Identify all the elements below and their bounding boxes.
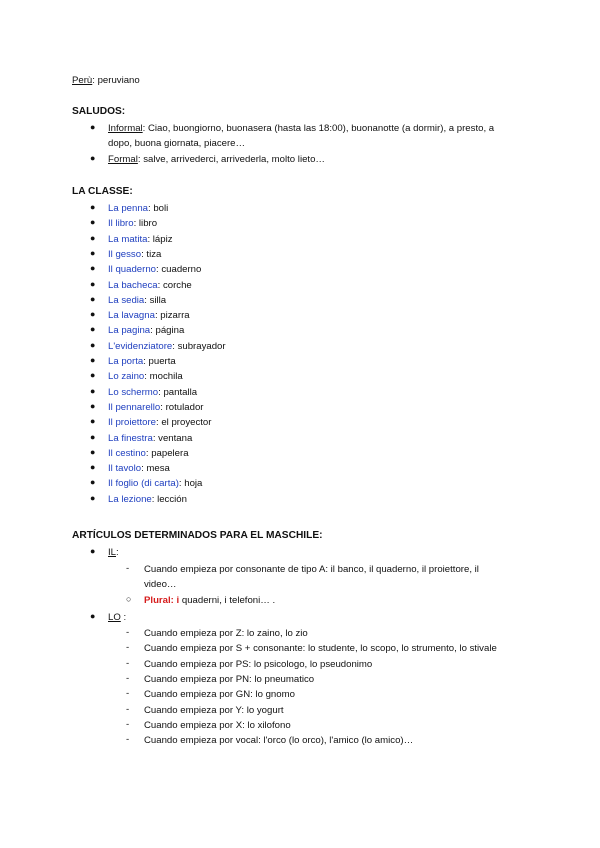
dash-icon: - [126, 658, 130, 669]
intro-country: Perù [72, 75, 93, 86]
classe-item [108, 447, 189, 460]
classe-item-spanish: : el proyector [156, 417, 212, 428]
classe-item-italian: Il gesso [108, 249, 142, 260]
bullet-icon: ● [90, 416, 96, 426]
saludos-informal-line1 [108, 122, 494, 135]
classe-item-italian: Il quaderno [108, 264, 157, 275]
bullet-icon: ● [90, 546, 96, 556]
bullet-icon: ● [90, 217, 96, 227]
dash-icon: - [126, 642, 130, 653]
classe-heading: LA CLASSE: [72, 186, 133, 197]
classe-item-italian: La finestra [108, 433, 153, 444]
classe-item-spanish: : libro [133, 218, 158, 229]
dash-icon: - [126, 688, 130, 699]
bullet-icon: ● [90, 122, 96, 132]
classe-item [108, 202, 168, 215]
classe-item [108, 477, 202, 490]
bullet-icon: ● [90, 493, 96, 503]
classe-item-italian: Il libro [108, 218, 134, 229]
classe-item-spanish: : hoja [178, 478, 203, 489]
bullet-icon: ● [90, 432, 96, 442]
lo-line [108, 611, 126, 624]
dash-icon: - [126, 734, 130, 745]
classe-item-spanish: : mesa [141, 463, 170, 474]
bullet-icon: ● [90, 279, 96, 289]
il-rule-line2: video… [144, 579, 177, 590]
classe-item-italian: L'evidenziatore [108, 341, 173, 352]
classe-item-italian: Il cestino [108, 448, 146, 459]
saludos-heading: SALUDOS: [72, 106, 126, 117]
classe-item-italian: La sedia [108, 295, 145, 306]
classe-item-italian: Lo schermo [108, 387, 159, 398]
bullet-icon: ● [90, 386, 96, 396]
classe-item-italian: Il pennarello [108, 402, 161, 413]
classe-item [108, 294, 166, 307]
bullet-icon: ● [90, 370, 96, 380]
informal-label: Informal [108, 123, 143, 134]
classe-item [108, 355, 176, 368]
classe-item [108, 233, 173, 246]
classe-item [108, 263, 201, 276]
classe-item-spanish: : puerta [143, 356, 176, 367]
il-line [108, 546, 119, 559]
classe-item [108, 309, 190, 322]
classe-item-spanish: : rotulador [160, 402, 204, 413]
classe-item-italian: La penna [108, 203, 149, 214]
classe-item-italian: La pagina [108, 325, 151, 336]
bullet-icon: ● [90, 248, 96, 258]
classe-item-spanish: : mochila [144, 371, 183, 382]
bullet-icon: ● [90, 477, 96, 487]
classe-item-spanish: : cuaderno [156, 264, 202, 275]
informal-text-1: : Ciao, buongiorno, buonasera (hasta las 18:00), buonanotte (a dormir), a presto, a [142, 123, 495, 134]
bullet-icon: ● [90, 233, 96, 243]
classe-item-italian: La porta [108, 356, 144, 367]
classe-item [108, 493, 187, 506]
classe-item-italian: La bacheca [108, 280, 158, 291]
classe-item-italian: La matita [108, 234, 148, 245]
classe-item-spanish: : página [150, 325, 185, 336]
classe-item [108, 416, 211, 429]
classe-item-italian: Il tavolo [108, 463, 142, 474]
plural-label: Plural: i [144, 595, 180, 606]
classe-item-italian: Il foglio (di carta) [108, 478, 179, 489]
classe-item [108, 324, 184, 337]
intro-line [72, 74, 140, 87]
classe-item [108, 217, 157, 230]
dash-icon: - [126, 673, 130, 684]
classe-item-spanish: : subrayador [172, 341, 226, 352]
circle-bullet-icon: ○ [126, 594, 132, 604]
lo-rule: Cuando empieza por GN: lo gnomo [144, 689, 295, 700]
classe-item-spanish: : silla [144, 295, 167, 306]
classe-item-spanish: : tiza [141, 249, 162, 260]
bullet-icon: ● [90, 340, 96, 350]
bullet-icon: ● [90, 309, 96, 319]
il-rule-line1: Cuando empieza por consonante de tipo A: il banco, il quaderno, il proiettore, il [144, 564, 479, 575]
lo-rule: Cuando empieza por S + consonante: lo studente, lo scopo, lo strumento, lo stivale [144, 643, 497, 654]
il-colon: : [116, 547, 119, 558]
classe-item [108, 462, 170, 475]
classe-item [108, 370, 183, 383]
classe-item-italian: Il proiettore [108, 417, 156, 428]
classe-item [108, 279, 192, 292]
lo-rule: Cuando empieza por Y: lo yogurt [144, 705, 284, 716]
saludos-informal-line2: dopo, buona giornata, piacere… [108, 138, 246, 149]
bullet-icon: ● [90, 263, 96, 273]
classe-item-spanish: : boli [148, 203, 169, 214]
lo-rule: Cuando empieza por X: lo xilofono [144, 720, 291, 731]
plural-line [144, 594, 275, 607]
classe-item [108, 401, 203, 414]
dash-icon: - [126, 627, 130, 638]
lo-label: LO [108, 612, 121, 623]
bullet-icon: ● [90, 202, 96, 212]
formal-text: : salve, arrivederci, arrivederla, molto lieto… [137, 154, 326, 165]
bullet-icon: ● [90, 355, 96, 365]
bullet-icon: ● [90, 611, 96, 621]
dash-icon: - [126, 704, 130, 715]
lo-rule: Cuando empieza por Z: lo zaino, lo zio [144, 628, 308, 639]
formal-label: Formal [108, 154, 138, 165]
saludos-formal-line [108, 153, 325, 166]
articulos-heading: ARTÍCULOS DETERMINADOS PARA EL MASCHILE: [72, 530, 323, 541]
classe-item-spanish: : lápiz [147, 234, 173, 245]
classe-item-spanish: : lección [151, 494, 187, 505]
classe-item-spanish: : pantalla [158, 387, 198, 398]
classe-item-spanish: : ventana [152, 433, 193, 444]
il-label: IL [108, 547, 117, 558]
intro-rest: : peruviano [92, 75, 140, 86]
lo-rule: Cuando empieza por PN: lo pneumatico [144, 674, 315, 685]
classe-item [108, 432, 192, 445]
bullet-icon: ● [90, 324, 96, 334]
bullet-icon: ● [90, 401, 96, 411]
classe-item-italian: La lezione [108, 494, 152, 505]
classe-item-spanish: : papelera [145, 448, 189, 459]
classe-item-spanish: : corche [157, 280, 192, 291]
bullet-icon: ● [90, 294, 96, 304]
dash-icon: - [126, 719, 130, 730]
bullet-icon: ● [90, 447, 96, 457]
dash-icon: - [126, 563, 130, 574]
lo-rule: Cuando empieza por PS: lo psicologo, lo pseudonimo [144, 659, 373, 670]
lo-rule: Cuando empieza por vocal: l'orco (lo orco), l'amico (lo amico)… [144, 735, 414, 746]
classe-item [108, 386, 197, 399]
lo-colon: : [120, 612, 127, 623]
plural-text: quaderni, i telefoni… . [179, 595, 276, 606]
classe-item-italian: Lo zaino [108, 371, 145, 382]
classe-item [108, 340, 226, 353]
classe-item [108, 248, 161, 261]
classe-item-italian: La lavagna [108, 310, 155, 321]
bullet-icon: ● [90, 462, 96, 472]
bullet-icon: ● [90, 153, 96, 163]
classe-item-spanish: : pizarra [154, 310, 190, 321]
